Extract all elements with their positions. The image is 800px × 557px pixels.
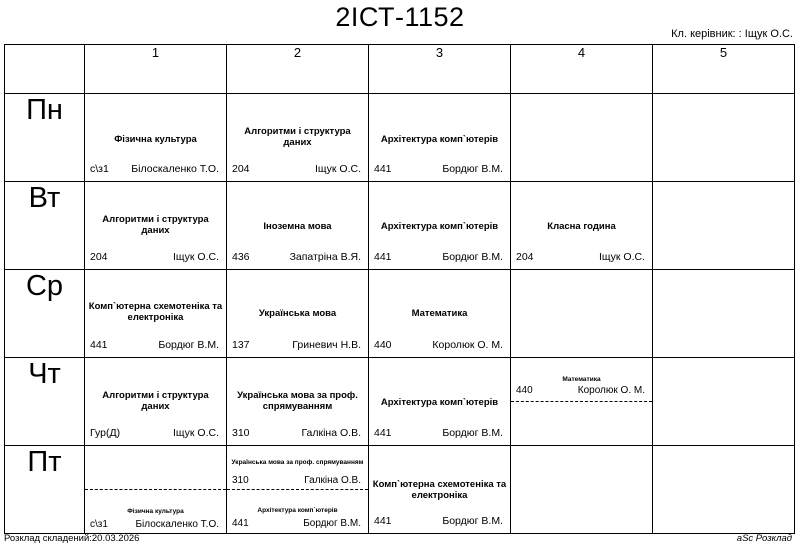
lesson-cell[interactable] [227, 182, 369, 270]
lesson-teacher: Галкіна О.В. [304, 475, 361, 486]
lesson-subject: Класна година [547, 221, 616, 232]
lesson-room: с\з1 [90, 519, 108, 530]
lesson-room: 137 [232, 339, 250, 351]
lesson-subject: Архітектура комп`ютерів [380, 221, 499, 232]
lesson-cell[interactable] [511, 182, 653, 270]
empty-cell [653, 94, 795, 182]
lesson-cell[interactable] [369, 182, 511, 270]
lesson-teacher: Бордюг В.М. [442, 427, 503, 439]
period-header-1: 1 [85, 45, 227, 94]
empty-cell [653, 182, 795, 270]
lesson-teacher: Бордюг В.М. [442, 163, 503, 175]
lesson-subject: Комп`ютерна схемотеніка та електроніка [88, 301, 223, 323]
day-row-tue [5, 182, 795, 270]
day-row-wed [5, 270, 795, 358]
page-title: 2ІСТ-1152 [335, 2, 465, 32]
day-label-tue: Вт [5, 182, 85, 270]
lesson-subject: Алгоритми і структура даних [102, 214, 209, 236]
lesson-room: 436 [232, 251, 250, 263]
lesson-room: 310 [232, 427, 250, 439]
lesson-subject: Іноземна мова [263, 221, 332, 232]
day-label-wed: Ср [5, 270, 85, 358]
lesson-cell[interactable] [369, 446, 511, 534]
lesson-half-bottom[interactable] [85, 490, 226, 533]
lesson-room: 204 [516, 251, 534, 263]
period-header-3: 3 [369, 45, 511, 94]
lesson-subject: Архітектура комп`ютерів [380, 397, 499, 408]
lesson-teacher: Королюк О. М. [432, 339, 503, 351]
lesson-cell[interactable] [227, 270, 369, 358]
corner-cell [5, 45, 85, 94]
lesson-room: 310 [232, 475, 249, 486]
lesson-subject: Фізична культура [127, 508, 184, 515]
lesson-cell[interactable] [85, 94, 227, 182]
lesson-cell[interactable] [369, 270, 511, 358]
lesson-subject: Українська мова за проф. спрямуванням [231, 459, 364, 466]
lesson-teacher: Білоскаленко Т.О. [131, 163, 219, 175]
lesson-teacher: Бордюг В.М. [158, 339, 219, 351]
lesson-subject: Математика [562, 376, 601, 383]
lesson-subject: Архітектура комп`ютерів [380, 134, 499, 145]
lesson-teacher: Бордюг В.М. [442, 515, 503, 527]
period-header-2: 2 [227, 45, 369, 94]
lesson-teacher: Іщук О.С. [598, 251, 645, 263]
empty-cell [511, 446, 653, 534]
lesson-subject: Українська мова за проф. спрямуванням [237, 390, 358, 412]
lesson-teacher: Гриневич Н.В. [292, 339, 361, 351]
period-header-5: 5 [653, 45, 795, 94]
lesson-teacher: Іщук О.С. [172, 427, 219, 439]
lesson-teacher: Іщук О.С. [172, 251, 219, 263]
period-header-4: 4 [511, 45, 653, 94]
lesson-subject: Архітектура комп`ютерів [257, 507, 338, 514]
lesson-teacher: Білоскаленко Т.О. [135, 519, 219, 530]
class-teacher-label: Кл. керівник: : Іщук О.С. [671, 28, 793, 40]
generated-date: Розклад складений:20.03.2026 [4, 533, 140, 544]
lesson-cell[interactable] [85, 182, 227, 270]
lesson-room: 440 [516, 385, 533, 396]
lesson-half-top [85, 446, 226, 490]
lesson-half-top[interactable] [227, 446, 368, 490]
lesson-half-bottom[interactable] [227, 490, 368, 533]
lesson-teacher: Королюк О. М. [577, 385, 645, 396]
lesson-room: с\з1 [90, 163, 109, 175]
lesson-subject: Алгоритми і структура даних [102, 390, 209, 412]
lesson-teacher: Галкіна О.В. [301, 427, 361, 439]
lesson-teacher: Бордюг В.М. [442, 251, 503, 263]
lesson-cell[interactable] [369, 94, 511, 182]
lesson-half-top[interactable] [511, 358, 652, 402]
lesson-room: 441 [374, 427, 392, 439]
lesson-room: 441 [232, 518, 249, 529]
lesson-room: 440 [374, 339, 392, 351]
day-label-thu: Чт [5, 358, 85, 446]
lesson-subject: Фізична культура [114, 134, 197, 145]
lesson-cell[interactable] [369, 358, 511, 446]
split-lesson-cell[interactable] [85, 446, 227, 534]
lesson-room: 441 [90, 339, 108, 351]
day-row-fri [5, 446, 795, 534]
lesson-subject: Комп`ютерна схемотеніка та електроніка [372, 479, 507, 501]
lesson-teacher: Запатріна В.Я. [289, 251, 361, 263]
lesson-subject: Математика [411, 308, 468, 319]
day-row-thu [5, 358, 795, 446]
lesson-teacher: Іщук О.С. [314, 163, 361, 175]
lesson-room: 441 [374, 163, 392, 175]
lesson-subject: Українська мова [258, 308, 337, 319]
header-row [5, 45, 795, 94]
empty-cell [653, 358, 795, 446]
day-label-mon: Пн [5, 94, 85, 182]
empty-cell [653, 446, 795, 534]
lesson-cell[interactable] [85, 270, 227, 358]
split-lesson-cell[interactable] [227, 446, 369, 534]
lesson-cell[interactable] [85, 358, 227, 446]
lesson-room: 441 [374, 251, 392, 263]
lesson-room: 204 [232, 163, 250, 175]
empty-cell [511, 270, 653, 358]
empty-cell [511, 94, 653, 182]
lesson-teacher: Бордюг В.М. [303, 518, 361, 529]
lesson-room: Гур(Д) [90, 427, 121, 439]
lesson-room: 441 [374, 515, 392, 527]
day-label-fri: Пт [5, 446, 85, 534]
software-credit: aSc Розклад [736, 533, 792, 544]
lesson-room: 204 [90, 251, 108, 263]
lesson-subject: Алгоритми і структура даних [244, 126, 351, 148]
split-lesson-cell[interactable] [511, 358, 653, 446]
lesson-cell[interactable] [227, 358, 369, 446]
day-row-mon [5, 94, 795, 182]
timetable-grid [4, 44, 795, 534]
lesson-cell[interactable] [227, 94, 369, 182]
empty-cell [653, 270, 795, 358]
